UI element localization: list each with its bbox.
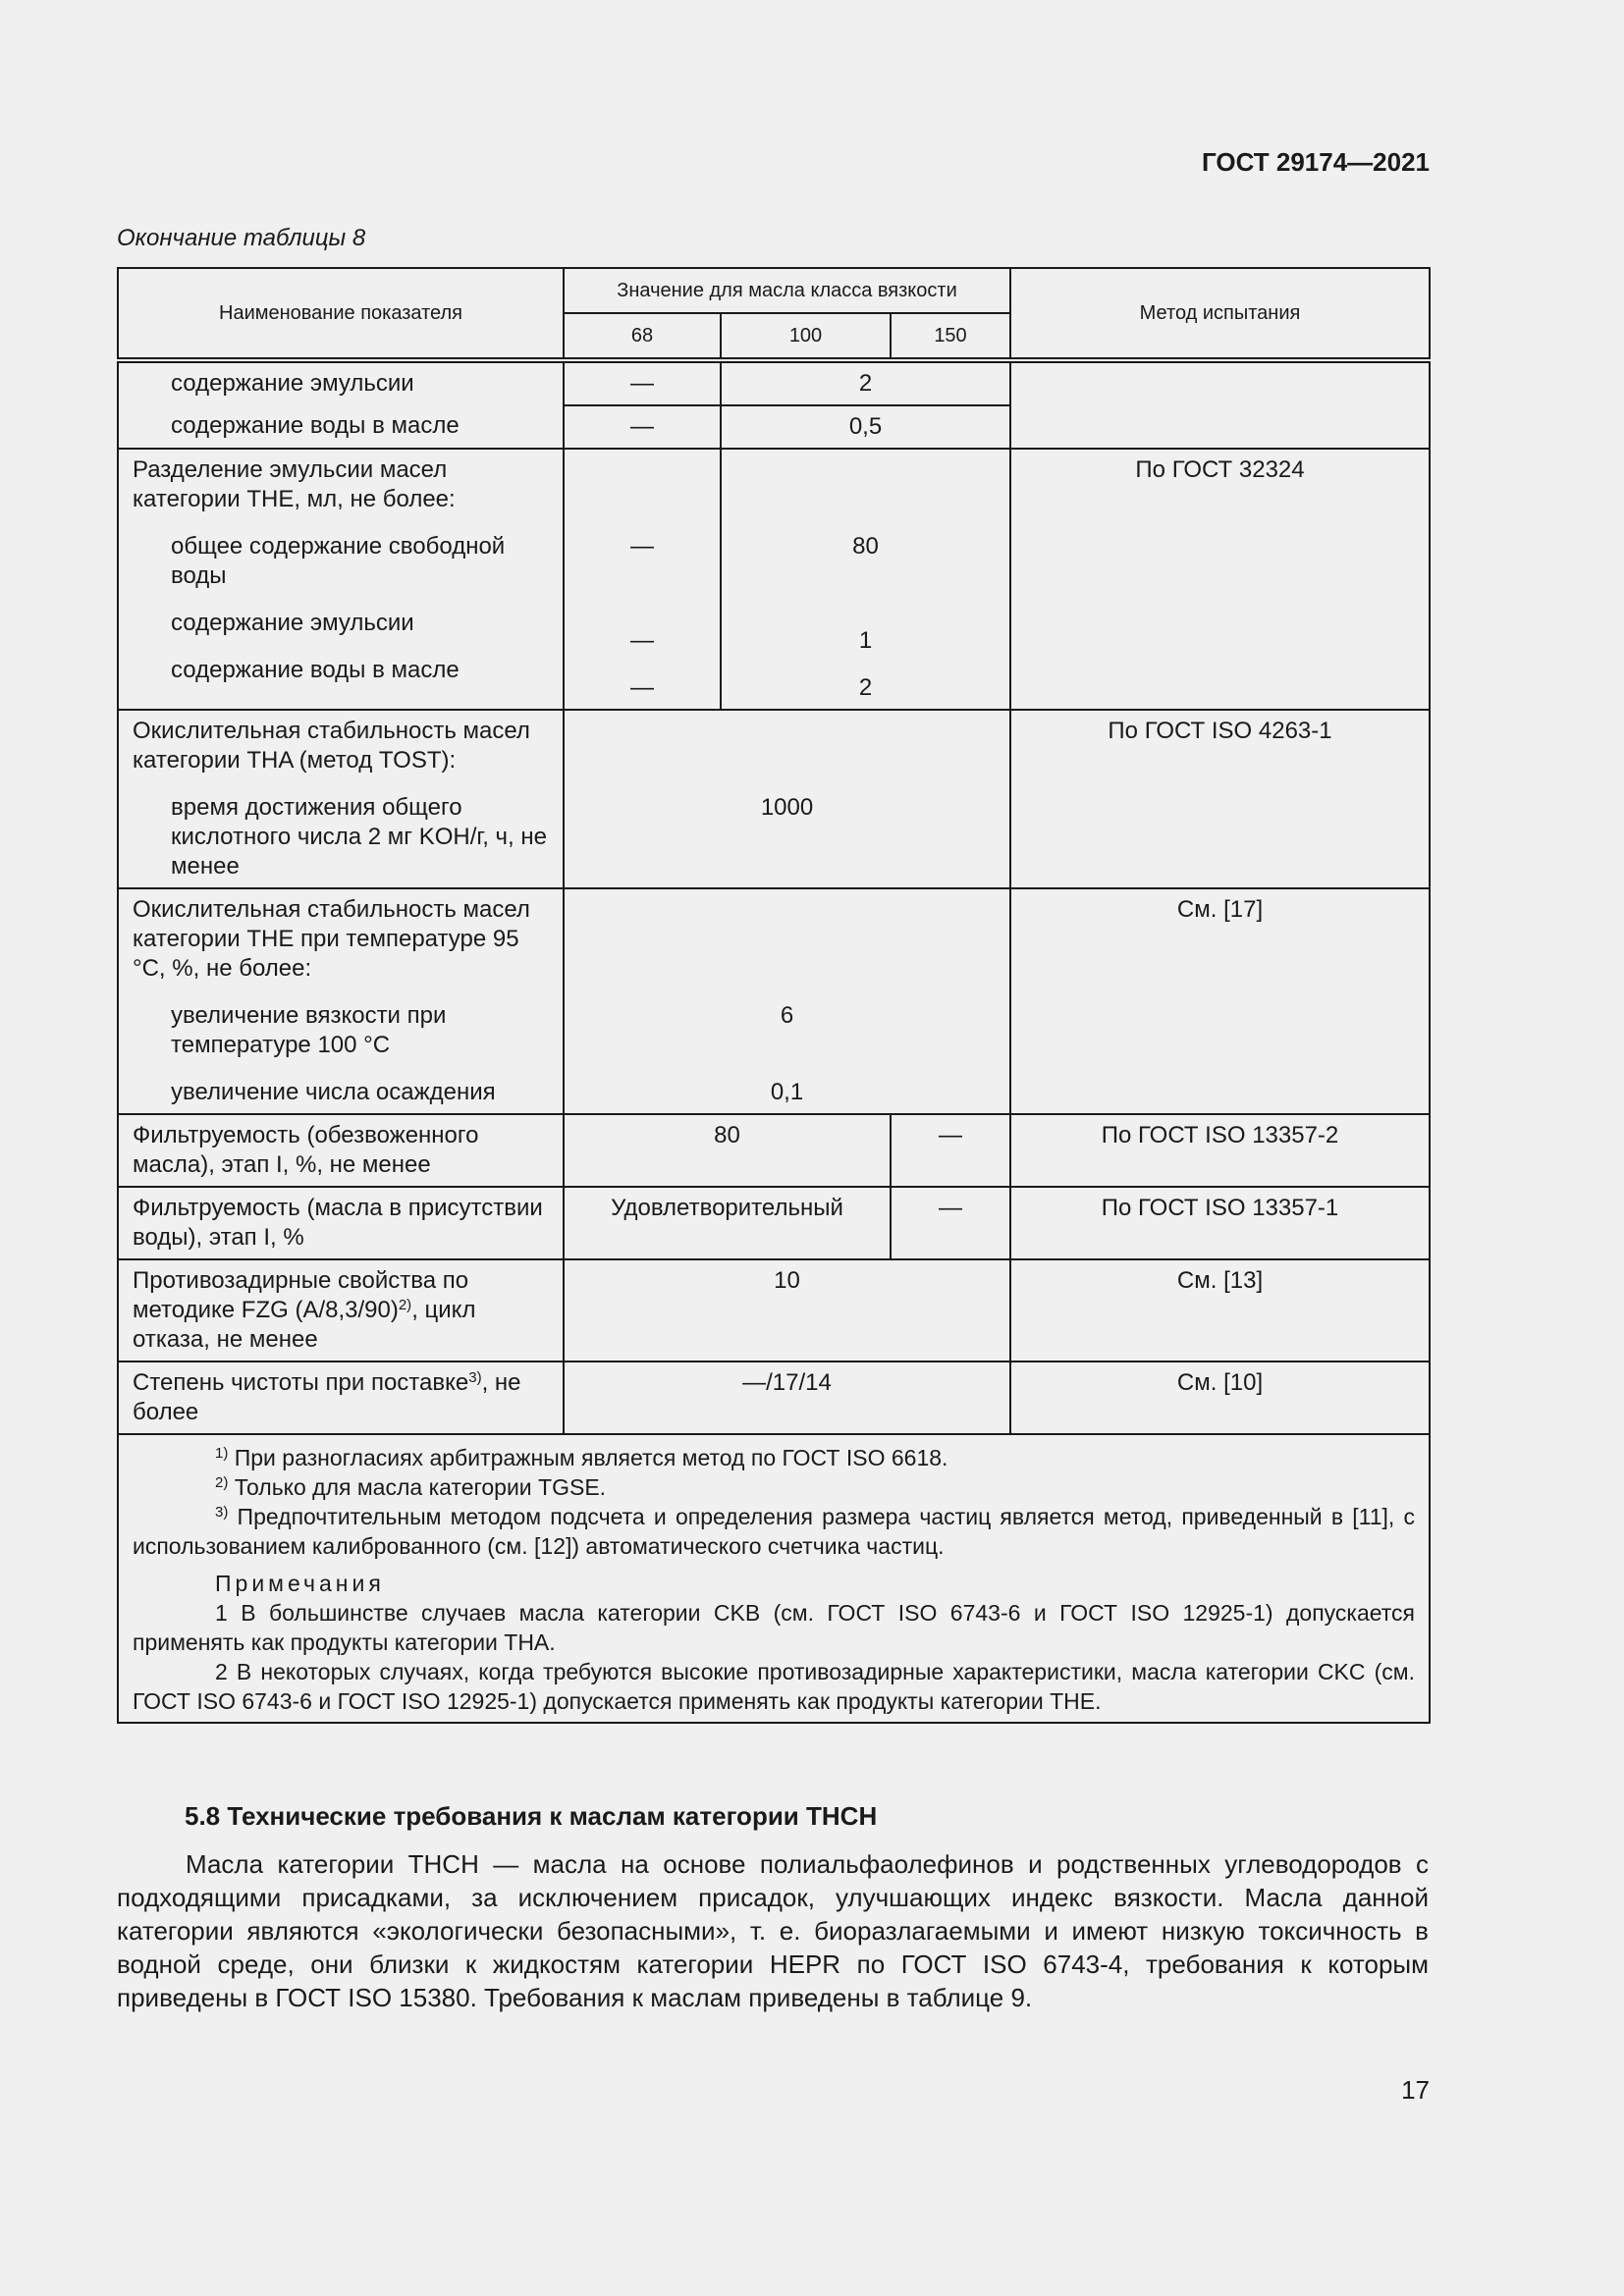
- row-label: содержание воды в масле: [118, 405, 564, 449]
- cell-value: [564, 710, 1010, 888]
- table-row: [118, 362, 1430, 405]
- sub-label: содержание эмульсии: [171, 610, 414, 636]
- notes-title: Примечания: [215, 1571, 385, 1596]
- requirements-table: [117, 267, 1429, 1724]
- section-paragraph: Масла категории THCH — масла на основе полиальфаолефинов и родственных углеводородов с подходящими присадками, за исключением присадок, улучшающих индекс вязкости. Масла данной категории являются «экологически безопасными», т. е. биоразлагаемыми и имеют низкую токсичность в водной среде, они близки к жидкостям категории HEPR по ГОСТ ISO 6743-4, требования к которым приведены в ГОСТ ISO 15380. Требования к маслам приведены в таблице 9.: [117, 1849, 1429, 2012]
- footnote-mark: 3): [215, 1504, 229, 1521]
- table-row: [118, 1187, 1430, 1259]
- cell-value: —: [891, 1114, 1010, 1187]
- section-title: 5.8 Технические требования к маслам категории THCH: [185, 1801, 878, 1831]
- cell-method: По ГОСТ 32324: [1010, 449, 1430, 710]
- cell-value: [564, 449, 721, 710]
- sub-label: увеличение числа осаждения: [171, 1079, 496, 1105]
- cell-method: См. [10]: [1010, 1362, 1430, 1434]
- cell-method: [1010, 362, 1430, 449]
- footnote-mark: 1): [215, 1445, 229, 1462]
- table-row: [118, 710, 1430, 888]
- header-150: 150: [891, 313, 1010, 358]
- label-part: Противозадирные свойства по методике FZG (A/8,3/90): [133, 1267, 469, 1323]
- sub-label: содержание воды в масле: [171, 657, 460, 683]
- cell-value: 80: [564, 1114, 891, 1187]
- footnote: [133, 1443, 1415, 1472]
- footnote: [133, 1472, 1415, 1502]
- header-100: 100: [721, 313, 891, 358]
- cell-method: См. [13]: [1010, 1259, 1430, 1362]
- label-part: Степень чистоты при поставке: [133, 1369, 469, 1396]
- value-68: —: [630, 533, 654, 560]
- cell-value: 2: [721, 362, 1010, 405]
- cell-method: По ГОСТ ISO 13357-1: [1010, 1187, 1430, 1259]
- note: 1 В большинстве случаев масла категории CKB (см. ГОСТ ISO 6743-6 и ГОСТ ISO 12925-1) допускается применять как продукты категории THA.: [133, 1600, 1416, 1655]
- row-title: Разделение эмульсии масел категории THE, мл, не более:: [133, 456, 456, 512]
- row-title: Окислительная стабильность масел категории THA (метод TOST):: [133, 718, 530, 774]
- value-100-150: 80: [852, 533, 879, 560]
- document-header: ГОСТ 29174—2021: [1202, 147, 1430, 177]
- value-100-150: 1: [858, 627, 873, 654]
- label-part: , не более: [133, 1369, 521, 1425]
- table-caption: Окончание таблицы 8: [117, 225, 366, 251]
- table-header-row: [118, 268, 1430, 313]
- sub-label: общее содержание свободной воды: [171, 533, 506, 589]
- row-label: [118, 888, 564, 1114]
- sub-label: увеличение вязкости при температуре 100 °C: [171, 1002, 447, 1058]
- cell-value: [564, 888, 1010, 1114]
- table-notes: [118, 1434, 1430, 1723]
- row-label: [118, 1259, 564, 1362]
- row-label: [118, 1362, 564, 1434]
- cell-value: —/17/14: [564, 1362, 1010, 1434]
- page-number: 17: [1401, 2075, 1430, 2105]
- footnote-mark: 3): [468, 1369, 482, 1386]
- cell-method: По ГОСТ ISO 13357-2: [1010, 1114, 1430, 1187]
- footnote-mark: 2): [215, 1474, 229, 1491]
- header-name: Наименование показателя: [118, 268, 564, 358]
- value-all: 0,1: [770, 1079, 804, 1105]
- cell-value: 10: [564, 1259, 1010, 1362]
- header-value-group: Значение для масла класса вязкости: [564, 268, 1010, 313]
- note: 2 В некоторых случаях, когда требуются высокие противозадирные характеристики, масла категории CKC (см. ГОСТ ISO 6743-6 и ГОСТ ISO 12925-1) допускается применять как продукты категории THE.: [133, 1659, 1416, 1714]
- sub-label: время достижения общего кислотного числа 2 мг KOH/г, ч, не менее: [171, 794, 547, 880]
- row-label: Фильтруемость (обезвоженного масла), этап I, %, не менее: [118, 1114, 564, 1187]
- footnote-text: Только для масла категории TGSE.: [228, 1474, 607, 1500]
- value-68: —: [630, 674, 654, 701]
- row-title: Окислительная стабильность масел категории THE при температуре 95 °C, %, не более:: [133, 896, 530, 982]
- table-row: [118, 1362, 1430, 1434]
- table-row: [118, 1259, 1430, 1362]
- value-68: —: [630, 627, 654, 654]
- cell-value: Удовлетворительный: [564, 1187, 891, 1259]
- cell-method: См. [17]: [1010, 888, 1430, 1114]
- table-row: [118, 888, 1430, 1114]
- cell-method: По ГОСТ ISO 4263-1: [1010, 710, 1430, 888]
- header-method: Метод испытания: [1010, 268, 1430, 358]
- cell-value: 0,5: [721, 405, 1010, 449]
- footnote-text: Предпочтительным методом подсчета и определения размера частиц является метод, приведенный в [11], с использованием калиброванного (см. [12]) автоматического счетчика частиц.: [133, 1504, 1416, 1559]
- table-row: [118, 449, 1430, 710]
- cell-value: —: [564, 362, 721, 405]
- footnote: [133, 1502, 1415, 1561]
- header-68: 68: [564, 313, 721, 358]
- cell-value: [721, 449, 1010, 710]
- cell-value: —: [564, 405, 721, 449]
- row-label: содержание эмульсии: [118, 362, 564, 405]
- table-notes-row: [118, 1434, 1430, 1723]
- value-all: 1000: [760, 794, 814, 821]
- row-label: Фильтруемость (масла в присутствии воды), этап I, %: [118, 1187, 564, 1259]
- table-row: [118, 1114, 1430, 1187]
- value-all: 6: [780, 1002, 794, 1029]
- value-100-150: 2: [858, 674, 873, 701]
- footnote-mark: 2): [398, 1297, 412, 1313]
- label-part: , цикл отказа, не менее: [133, 1297, 476, 1353]
- cell-value: —: [891, 1187, 1010, 1259]
- row-label: [118, 710, 564, 888]
- footnote-text: При разногласиях арбитражным является метод по ГОСТ ISO 6618.: [228, 1445, 948, 1470]
- row-label: [118, 449, 564, 710]
